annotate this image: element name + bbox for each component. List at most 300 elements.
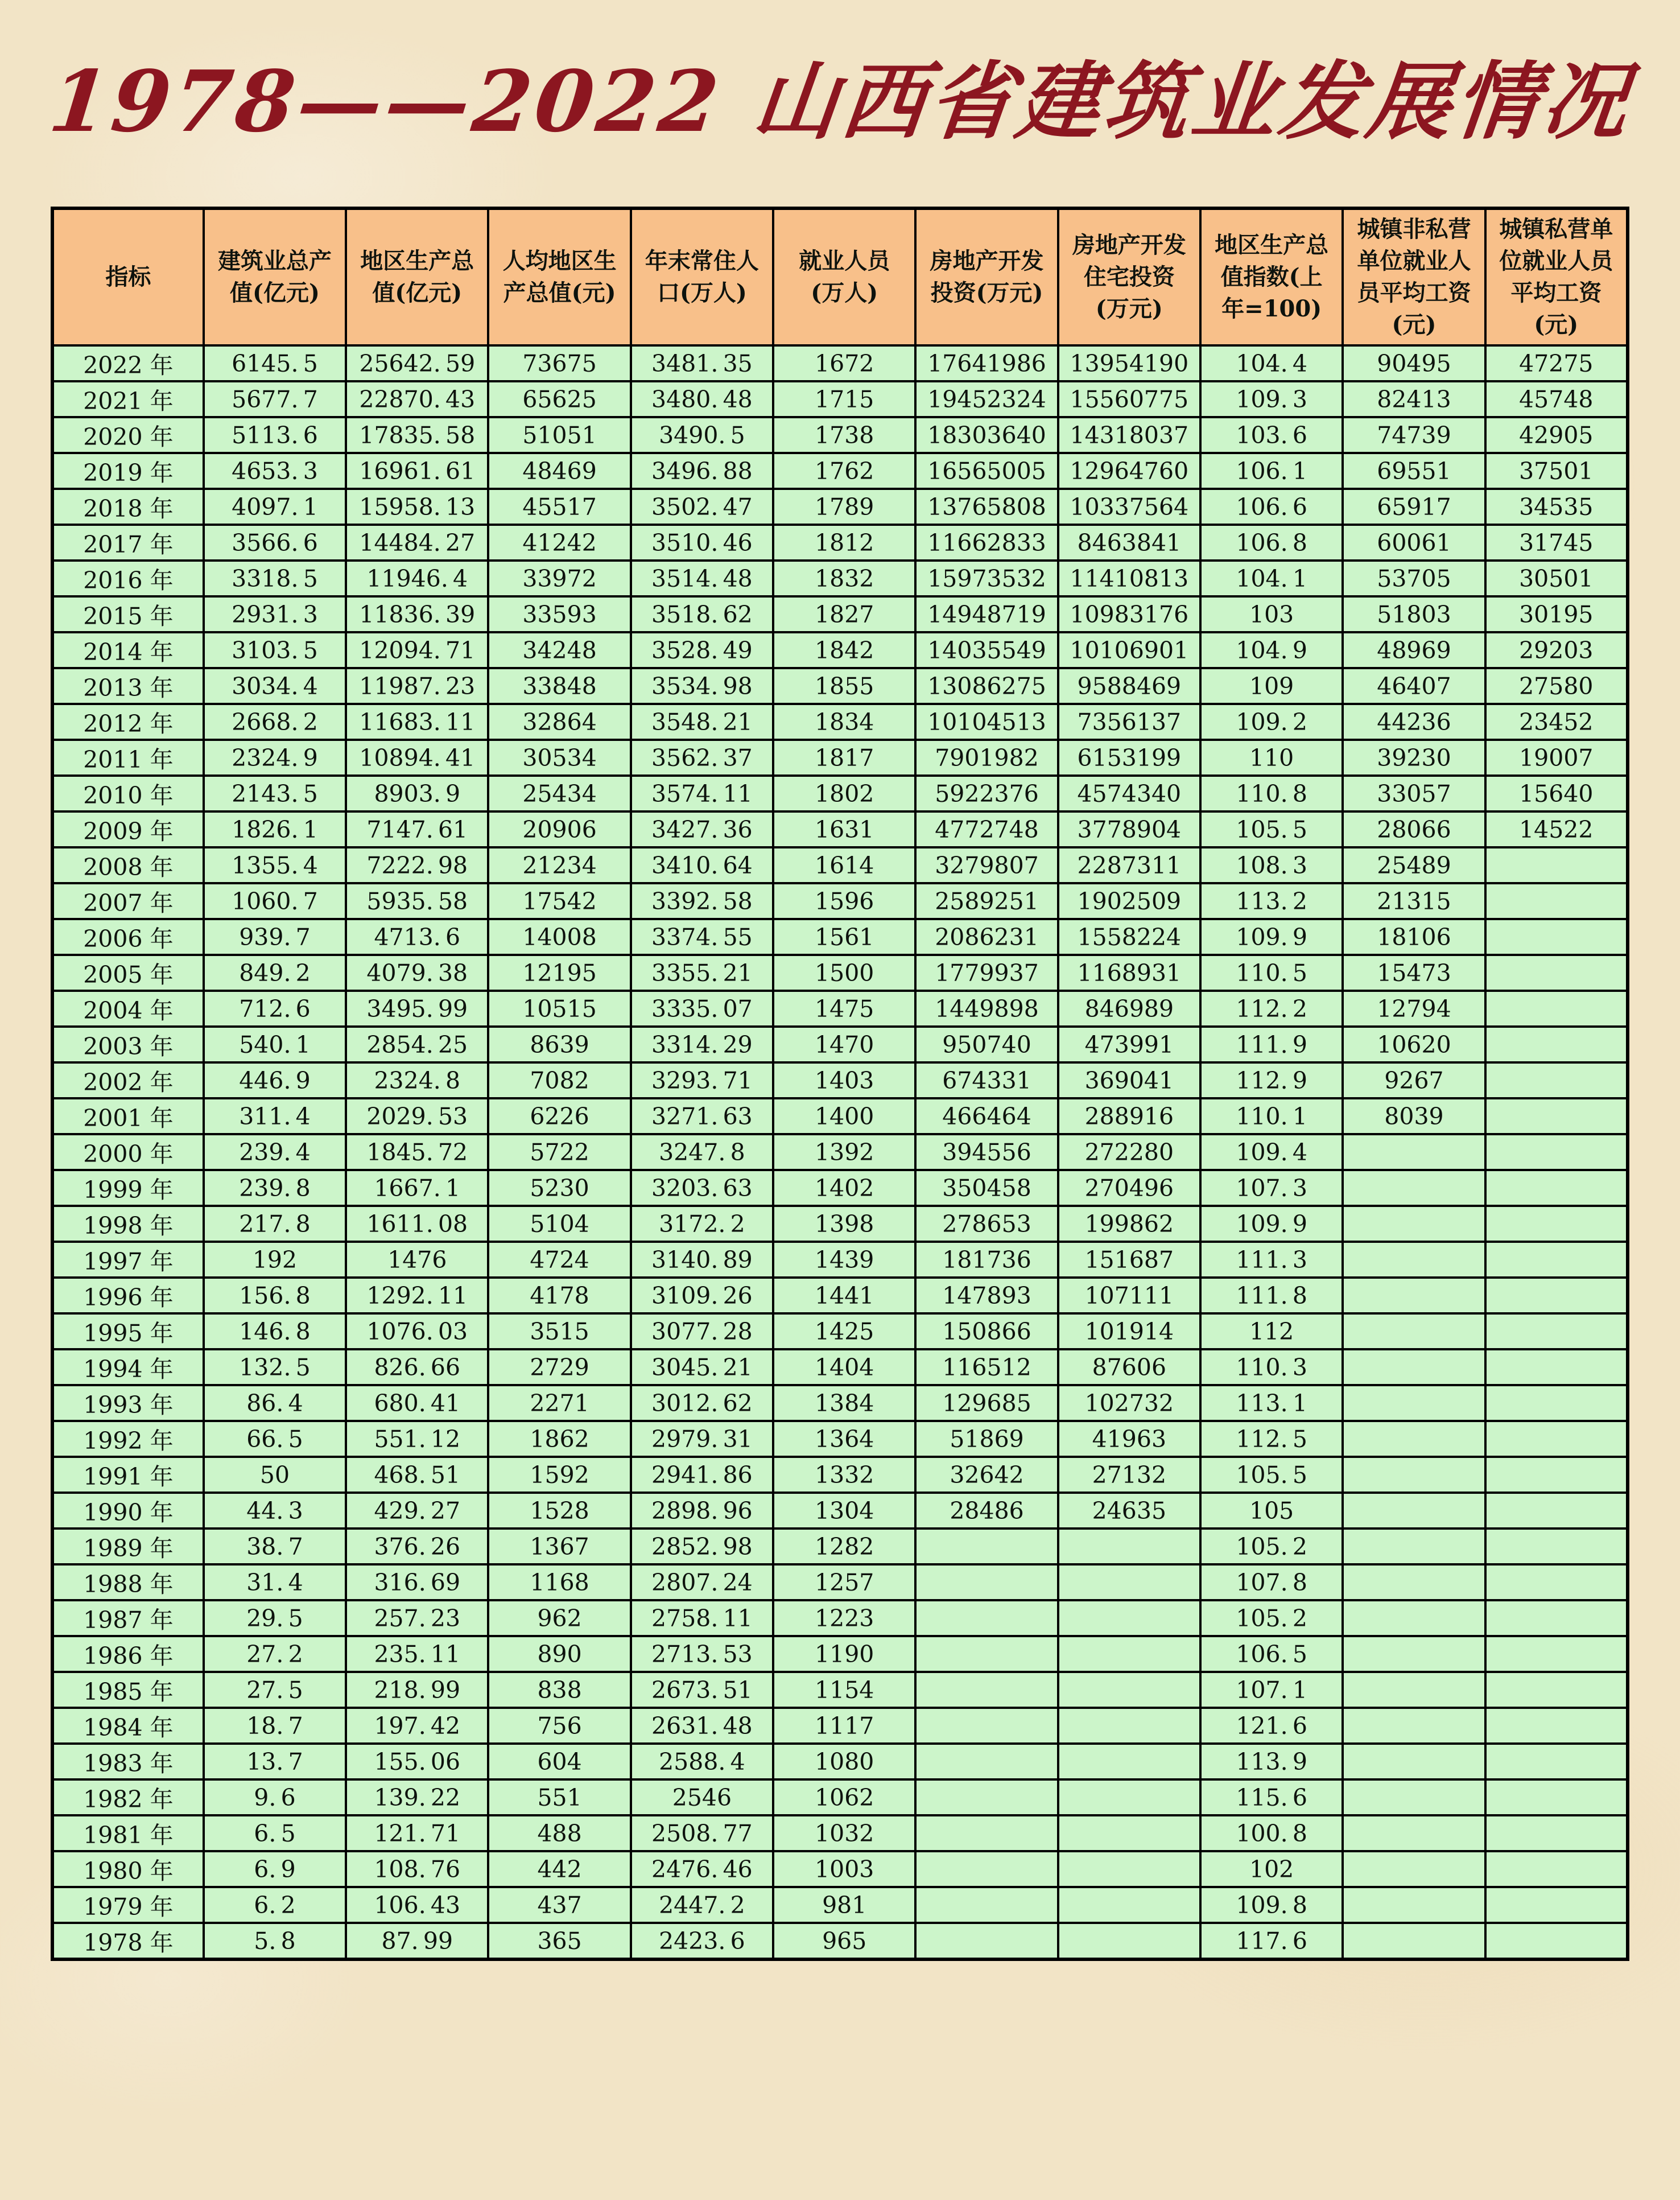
value-cell: 12195 <box>488 955 630 991</box>
value-cell: 756 <box>488 1708 630 1744</box>
table-row <box>52 1349 1628 1385</box>
value-cell: 42905 <box>1485 417 1628 453</box>
value-cell <box>1058 1564 1200 1600</box>
value-cell: 50 <box>204 1457 346 1493</box>
year-cell: 1987 年 <box>52 1600 204 1636</box>
value-cell: 466464 <box>915 1098 1058 1134</box>
value-cell <box>1343 1815 1485 1851</box>
value-cell: 1826. 1 <box>204 811 346 847</box>
table-row <box>52 1457 1628 1493</box>
year-cell: 2015 年 <box>52 596 204 632</box>
value-cell: 3427. 36 <box>631 811 773 847</box>
value-cell: 1845. 72 <box>346 1134 488 1170</box>
value-cell <box>1343 1708 1485 1744</box>
table-row <box>52 1313 1628 1349</box>
value-cell: 217. 8 <box>204 1206 346 1242</box>
value-cell: 394556 <box>915 1134 1058 1170</box>
value-cell: 962 <box>488 1600 630 1636</box>
value-cell: 87. 99 <box>346 1923 488 1959</box>
value-cell <box>1343 1493 1485 1529</box>
value-cell: 18106 <box>1343 919 1485 955</box>
value-cell <box>1485 1098 1628 1134</box>
value-cell: 11836. 39 <box>346 596 488 632</box>
value-cell <box>1485 883 1628 919</box>
table-row <box>52 1206 1628 1242</box>
value-cell <box>1485 1851 1628 1887</box>
value-cell: 4178 <box>488 1278 630 1313</box>
value-cell: 1060. 7 <box>204 883 346 919</box>
value-cell: 112. 2 <box>1200 991 1343 1027</box>
value-cell <box>1485 1457 1628 1493</box>
value-cell <box>915 1815 1058 1851</box>
value-cell: 2546 <box>631 1779 773 1815</box>
year-cell: 2007 年 <box>52 883 204 919</box>
value-cell: 13086275 <box>915 668 1058 704</box>
value-cell: 674331 <box>915 1062 1058 1098</box>
table-row <box>52 1529 1628 1564</box>
value-cell <box>1343 1170 1485 1206</box>
value-cell: 1611. 08 <box>346 1206 488 1242</box>
value-cell <box>1485 1134 1628 1170</box>
value-cell: 109. 3 <box>1200 381 1343 417</box>
year-cell: 2008 年 <box>52 847 204 883</box>
value-cell <box>915 1600 1058 1636</box>
value-cell: 2941. 86 <box>631 1457 773 1493</box>
value-cell <box>915 1636 1058 1672</box>
table-header-row <box>52 208 1628 345</box>
value-cell: 2589251 <box>915 883 1058 919</box>
value-cell: 4772748 <box>915 811 1058 847</box>
value-cell: 106. 1 <box>1200 453 1343 489</box>
value-cell: 199862 <box>1058 1206 1200 1242</box>
value-cell <box>1343 1134 1485 1170</box>
value-cell <box>1485 1744 1628 1779</box>
value-cell <box>1058 1708 1200 1744</box>
value-cell <box>1058 1851 1200 1887</box>
table-row <box>52 668 1628 704</box>
value-cell: 15473 <box>1343 955 1485 991</box>
value-cell: 3566. 6 <box>204 525 346 561</box>
value-cell: 6. 9 <box>204 1851 346 1887</box>
value-cell: 2508. 77 <box>631 1815 773 1851</box>
value-cell: 1062 <box>773 1779 915 1815</box>
value-cell: 30501 <box>1485 561 1628 596</box>
value-cell <box>1485 1278 1628 1313</box>
column-header: 指标 <box>52 208 204 345</box>
value-cell: 288916 <box>1058 1098 1200 1134</box>
value-cell: 9267 <box>1343 1062 1485 1098</box>
year-cell: 1985 年 <box>52 1672 204 1708</box>
table-row <box>52 1385 1628 1421</box>
table-row <box>52 991 1628 1027</box>
value-cell <box>1485 1062 1628 1098</box>
year-cell: 1986 年 <box>52 1636 204 1672</box>
value-cell: 45748 <box>1485 381 1628 417</box>
table-row <box>52 1564 1628 1600</box>
value-cell: 139. 22 <box>346 1779 488 1815</box>
year-cell: 2020 年 <box>52 417 204 453</box>
value-cell <box>1485 955 1628 991</box>
value-cell: 151687 <box>1058 1242 1200 1278</box>
value-cell: 51869 <box>915 1421 1058 1457</box>
value-cell <box>1343 1923 1485 1959</box>
year-cell: 2018 年 <box>52 489 204 525</box>
page <box>0 49 1680 2200</box>
value-cell: 14035549 <box>915 632 1058 668</box>
value-cell: 17542 <box>488 883 630 919</box>
value-cell <box>1485 1564 1628 1600</box>
value-cell: 110. 5 <box>1200 955 1343 991</box>
table-row <box>52 1887 1628 1923</box>
table-row <box>52 1098 1628 1134</box>
value-cell: 15973532 <box>915 561 1058 596</box>
year-cell: 1999 年 <box>52 1170 204 1206</box>
value-cell <box>915 1564 1058 1600</box>
value-cell <box>1343 1600 1485 1636</box>
value-cell: 111. 8 <box>1200 1278 1343 1313</box>
year-cell: 1992 年 <box>52 1421 204 1457</box>
value-cell <box>1485 1815 1628 1851</box>
value-cell: 1500 <box>773 955 915 991</box>
value-cell: 4079. 38 <box>346 955 488 991</box>
value-cell: 33972 <box>488 561 630 596</box>
value-cell: 27. 5 <box>204 1672 346 1708</box>
table-row <box>52 1170 1628 1206</box>
value-cell: 712. 6 <box>204 991 346 1027</box>
table-row <box>52 919 1628 955</box>
value-cell <box>915 1672 1058 1708</box>
value-cell: 1449898 <box>915 991 1058 1027</box>
page-title: 1978——2022 山西省建筑业发展情况 <box>44 52 1636 151</box>
value-cell: 3548. 21 <box>631 704 773 740</box>
value-cell: 2668. 2 <box>204 704 346 740</box>
value-cell: 2898. 96 <box>631 1493 773 1529</box>
value-cell: 28486 <box>915 1493 1058 1529</box>
value-cell: 31745 <box>1485 525 1628 561</box>
value-cell: 28066 <box>1343 811 1485 847</box>
value-cell: 101914 <box>1058 1313 1200 1349</box>
value-cell: 17835. 58 <box>346 417 488 453</box>
value-cell <box>915 1529 1058 1564</box>
value-cell <box>1485 1600 1628 1636</box>
value-cell: 23452 <box>1485 704 1628 740</box>
value-cell: 102732 <box>1058 1385 1200 1421</box>
value-cell: 109. 9 <box>1200 1206 1343 1242</box>
value-cell: 105 <box>1200 1493 1343 1529</box>
table-row <box>52 596 1628 632</box>
value-cell <box>1343 1636 1485 1672</box>
value-cell: 3034. 4 <box>204 668 346 704</box>
value-cell: 14948719 <box>915 596 1058 632</box>
value-cell: 16565005 <box>915 453 1058 489</box>
value-cell: 1400 <box>773 1098 915 1134</box>
value-cell: 8039 <box>1343 1098 1485 1134</box>
value-cell: 10106901 <box>1058 632 1200 668</box>
value-cell <box>1343 1421 1485 1457</box>
value-cell: 11946. 4 <box>346 561 488 596</box>
value-cell: 103. 6 <box>1200 417 1343 453</box>
value-cell: 109. 2 <box>1200 704 1343 740</box>
value-cell: 939. 7 <box>204 919 346 955</box>
table-row <box>52 1493 1628 1529</box>
table-row <box>52 1027 1628 1062</box>
value-cell: 6145. 5 <box>204 345 346 381</box>
value-cell: 3203. 63 <box>631 1170 773 1206</box>
value-cell: 13765808 <box>915 489 1058 525</box>
value-cell: 3103. 5 <box>204 632 346 668</box>
value-cell <box>1343 1349 1485 1385</box>
table-row <box>52 1779 1628 1815</box>
value-cell: 60061 <box>1343 525 1485 561</box>
value-cell: 5104 <box>488 1206 630 1242</box>
value-cell: 551. 12 <box>346 1421 488 1457</box>
value-cell <box>915 1779 1058 1815</box>
year-cell: 1979 年 <box>52 1887 204 1923</box>
value-cell: 11662833 <box>915 525 1058 561</box>
value-cell: 150866 <box>915 1313 1058 1349</box>
value-cell: 350458 <box>915 1170 1058 1206</box>
year-cell: 2016 年 <box>52 561 204 596</box>
value-cell: 1902509 <box>1058 883 1200 919</box>
value-cell: 48969 <box>1343 632 1485 668</box>
year-cell: 2012 年 <box>52 704 204 740</box>
value-cell: 437 <box>488 1887 630 1923</box>
year-cell: 2009 年 <box>52 811 204 847</box>
value-cell: 2423. 6 <box>631 1923 773 1959</box>
value-cell: 3490. 5 <box>631 417 773 453</box>
value-cell: 113. 2 <box>1200 883 1343 919</box>
year-cell: 1995 年 <box>52 1313 204 1349</box>
value-cell: 5230 <box>488 1170 630 1206</box>
value-cell: 69551 <box>1343 453 1485 489</box>
value-cell: 10515 <box>488 991 630 1027</box>
value-cell <box>1343 1744 1485 1779</box>
table-row <box>52 1242 1628 1278</box>
table-row <box>52 525 1628 561</box>
value-cell: 15560775 <box>1058 381 1200 417</box>
value-cell: 3355. 21 <box>631 955 773 991</box>
value-cell <box>915 1744 1058 1779</box>
value-cell: 965 <box>773 1923 915 1959</box>
value-cell: 446. 9 <box>204 1062 346 1098</box>
value-cell: 48469 <box>488 453 630 489</box>
value-cell: 239. 8 <box>204 1170 346 1206</box>
value-cell: 3293. 71 <box>631 1062 773 1098</box>
value-cell <box>1485 847 1628 883</box>
value-cell: 25489 <box>1343 847 1485 883</box>
value-cell: 3318. 5 <box>204 561 346 596</box>
value-cell: 551 <box>488 1779 630 1815</box>
value-cell: 104. 1 <box>1200 561 1343 596</box>
value-cell: 1439 <box>773 1242 915 1278</box>
value-cell: 1404 <box>773 1349 915 1385</box>
value-cell <box>1485 1313 1628 1349</box>
value-cell: 1476 <box>346 1242 488 1278</box>
value-cell: 3410. 64 <box>631 847 773 883</box>
value-cell: 2807. 24 <box>631 1564 773 1600</box>
value-cell: 5722 <box>488 1134 630 1170</box>
value-cell: 1789 <box>773 489 915 525</box>
value-cell: 156. 8 <box>204 1278 346 1313</box>
value-cell <box>1485 1529 1628 1564</box>
value-cell: 270496 <box>1058 1170 1200 1206</box>
value-cell: 278653 <box>915 1206 1058 1242</box>
value-cell: 1827 <box>773 596 915 632</box>
value-cell: 1855 <box>773 668 915 704</box>
value-cell: 45517 <box>488 489 630 525</box>
value-cell: 86. 4 <box>204 1385 346 1421</box>
value-cell <box>1485 1708 1628 1744</box>
value-cell: 890 <box>488 1636 630 1672</box>
year-cell: 2022 年 <box>52 345 204 381</box>
value-cell: 257. 23 <box>346 1600 488 1636</box>
value-cell: 1667. 1 <box>346 1170 488 1206</box>
value-cell: 1117 <box>773 1708 915 1744</box>
value-cell: 7356137 <box>1058 704 1200 740</box>
value-cell: 1292. 11 <box>346 1278 488 1313</box>
value-cell: 12964760 <box>1058 453 1200 489</box>
value-cell <box>1485 1672 1628 1708</box>
value-cell: 3778904 <box>1058 811 1200 847</box>
value-cell: 14522 <box>1485 811 1628 847</box>
value-cell: 30534 <box>488 740 630 776</box>
value-cell: 3574. 11 <box>631 776 773 811</box>
value-cell: 30195 <box>1485 596 1628 632</box>
value-cell: 14484. 27 <box>346 525 488 561</box>
value-cell: 3562. 37 <box>631 740 773 776</box>
value-cell <box>1485 1027 1628 1062</box>
value-cell: 34248 <box>488 632 630 668</box>
value-cell: 20906 <box>488 811 630 847</box>
value-cell: 680. 41 <box>346 1385 488 1421</box>
value-cell <box>1343 1278 1485 1313</box>
value-cell: 107. 3 <box>1200 1170 1343 1206</box>
value-cell: 2729 <box>488 1349 630 1385</box>
table-row <box>52 1672 1628 1708</box>
table-row <box>52 740 1628 776</box>
value-cell: 3335. 07 <box>631 991 773 1027</box>
value-cell: 235. 11 <box>346 1636 488 1672</box>
year-cell: 1996 年 <box>52 1278 204 1313</box>
value-cell: 105. 5 <box>1200 811 1343 847</box>
column-header: 城镇私营单位就业人员平均工资(元) <box>1485 208 1628 345</box>
table-row <box>52 632 1628 668</box>
value-cell: 109. 4 <box>1200 1134 1343 1170</box>
value-cell: 2447. 2 <box>631 1887 773 1923</box>
table-row <box>52 1134 1628 1170</box>
value-cell <box>1058 1815 1200 1851</box>
value-cell: 41963 <box>1058 1421 1200 1457</box>
value-cell: 3271. 63 <box>631 1098 773 1134</box>
value-cell: 21234 <box>488 847 630 883</box>
value-cell: 39230 <box>1343 740 1485 776</box>
value-cell <box>1343 1206 1485 1242</box>
value-cell: 6. 2 <box>204 1887 346 1923</box>
value-cell: 109. 8 <box>1200 1887 1343 1923</box>
column-header: 地区生产总值(亿元) <box>346 208 488 345</box>
value-cell <box>1485 1242 1628 1278</box>
year-cell: 1998 年 <box>52 1206 204 1242</box>
value-cell: 19007 <box>1485 740 1628 776</box>
value-cell: 468. 51 <box>346 1457 488 1493</box>
value-cell: 33057 <box>1343 776 1485 811</box>
value-cell <box>1343 1385 1485 1421</box>
value-cell: 51051 <box>488 417 630 453</box>
value-cell: 3077. 28 <box>631 1313 773 1349</box>
value-cell <box>1485 1887 1628 1923</box>
value-cell: 121. 6 <box>1200 1708 1343 1744</box>
value-cell: 1425 <box>773 1313 915 1349</box>
value-cell: 1402 <box>773 1170 915 1206</box>
value-cell: 2143. 5 <box>204 776 346 811</box>
value-cell: 3480. 48 <box>631 381 773 417</box>
table-row <box>52 489 1628 525</box>
value-cell: 10337564 <box>1058 489 1200 525</box>
value-cell: 5113. 6 <box>204 417 346 453</box>
value-cell: 3534. 98 <box>631 668 773 704</box>
value-cell: 10894. 41 <box>346 740 488 776</box>
value-cell: 110. 1 <box>1200 1098 1343 1134</box>
value-cell: 25642. 59 <box>346 345 488 381</box>
value-cell: 604 <box>488 1744 630 1779</box>
value-cell: 108. 76 <box>346 1851 488 1887</box>
value-cell: 106. 8 <box>1200 525 1343 561</box>
table-row <box>52 417 1628 453</box>
value-cell: 34535 <box>1485 489 1628 525</box>
value-cell: 1080 <box>773 1744 915 1779</box>
year-cell: 1994 年 <box>52 1349 204 1385</box>
value-cell: 192 <box>204 1242 346 1278</box>
value-cell: 3279807 <box>915 847 1058 883</box>
value-cell: 1528 <box>488 1493 630 1529</box>
column-header: 年末常住人口(万人) <box>631 208 773 345</box>
value-cell: 7082 <box>488 1062 630 1098</box>
value-cell: 1834 <box>773 704 915 740</box>
value-cell: 110 <box>1200 740 1343 776</box>
value-cell: 3247. 8 <box>631 1134 773 1170</box>
value-cell <box>915 1923 1058 1959</box>
value-cell: 106. 43 <box>346 1887 488 1923</box>
value-cell: 272280 <box>1058 1134 1200 1170</box>
value-cell: 105. 2 <box>1200 1600 1343 1636</box>
value-cell: 112. 9 <box>1200 1062 1343 1098</box>
value-cell: 3109. 26 <box>631 1278 773 1313</box>
value-cell: 488 <box>488 1815 630 1851</box>
value-cell: 1470 <box>773 1027 915 1062</box>
value-cell <box>1058 1887 1200 1923</box>
year-cell: 1991 年 <box>52 1457 204 1493</box>
value-cell: 1779937 <box>915 955 1058 991</box>
value-cell: 112. 5 <box>1200 1421 1343 1457</box>
value-cell: 111. 3 <box>1200 1242 1343 1278</box>
value-cell: 1384 <box>773 1385 915 1421</box>
table-row <box>52 453 1628 489</box>
value-cell: 121. 71 <box>346 1815 488 1851</box>
value-cell: 1257 <box>773 1564 915 1600</box>
value-cell: 4713. 6 <box>346 919 488 955</box>
value-cell: 110. 8 <box>1200 776 1343 811</box>
value-cell: 1631 <box>773 811 915 847</box>
value-cell <box>1485 1636 1628 1672</box>
value-cell: 73675 <box>488 345 630 381</box>
value-cell: 3518. 62 <box>631 596 773 632</box>
value-cell: 44236 <box>1343 704 1485 740</box>
year-cell: 2002 年 <box>52 1062 204 1098</box>
value-cell: 8463841 <box>1058 525 1200 561</box>
table-row <box>52 1923 1628 1959</box>
value-cell: 311. 4 <box>204 1098 346 1134</box>
year-cell: 2014 年 <box>52 632 204 668</box>
